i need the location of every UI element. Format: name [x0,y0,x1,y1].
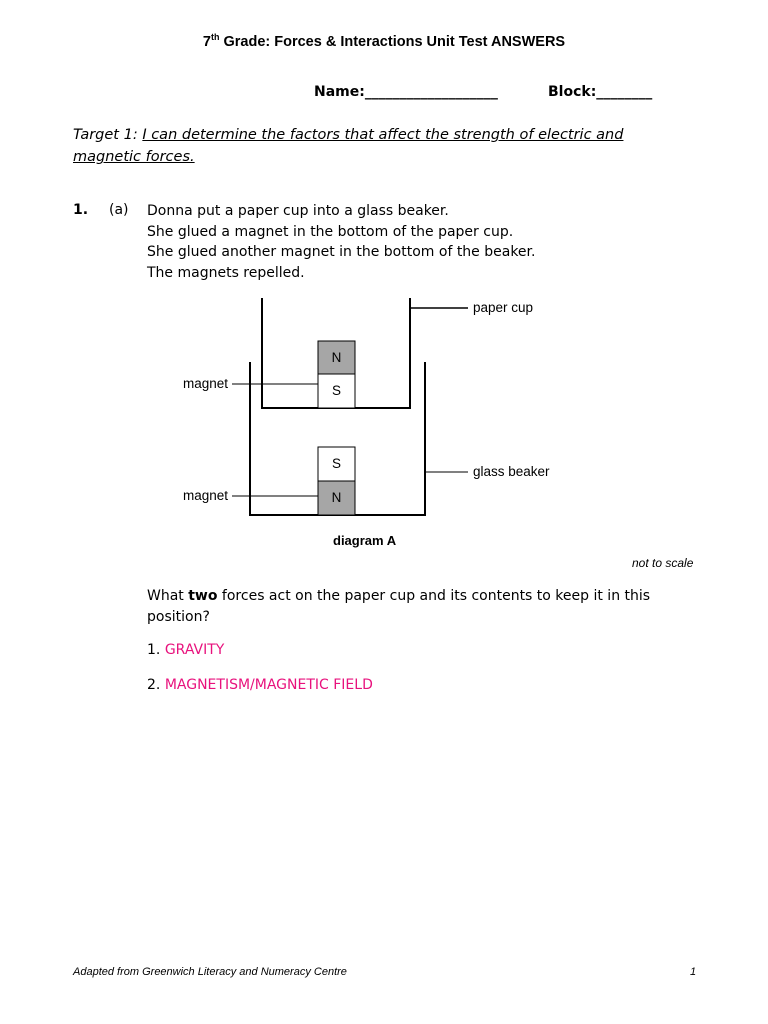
bottom-magnet-label: magnet [182,488,228,503]
block-blank[interactable]: ________ [596,84,653,100]
prompt-after: forces act on the paper cup and its contents to keep it in this position? [147,588,651,625]
name-blank[interactable]: ___________________ [364,84,498,100]
question-part: (a) [109,202,129,218]
diagram-caption: diagram A [333,533,397,548]
question-stem-line: Donna put a paper cup into a glass beaker. [147,203,449,219]
top-magnet-lower-pole: S [331,383,342,398]
title-text: Grade: Forces & Interactions Unit Test ANSWERS [219,34,566,50]
title-grade-superscript: th [210,32,220,42]
question-number: 1. [73,202,89,218]
name-label: Name: [314,84,365,100]
target-statement-line1: I can determine the factors that affect the strength of electric and [142,127,624,143]
answer-number: 1. [147,642,161,658]
question-stem-line: The magnets repelled. [147,264,305,281]
page-number: 1 [690,966,697,978]
question-stem-line: She glued a magnet in the bottom of the paper cup. [147,223,514,240]
top-magnet-upper-pole: N [331,350,342,365]
answer-text: GRAVITY [164,642,225,658]
question-prompt [147,586,667,627]
answer-number: 2. [147,677,161,693]
bottom-magnet-upper-pole: S [331,456,342,471]
answer-text: MAGNETISM/MAGNETIC FIELD [164,677,373,693]
footer-source: Adapted from Greenwich Literacy and Numeracy Centre [73,966,347,978]
prompt-before: What [147,588,189,604]
glass-beaker-label: glass beaker [473,464,550,479]
target-prefix: Target 1: [73,127,138,143]
title-grade-number: 7 [202,34,211,50]
scale-note: not to scale [632,556,694,570]
answer-item-1 [147,642,224,658]
paper-cup-label: paper cup [473,300,534,315]
answer-item-2 [147,677,373,693]
block-label: Block: [548,84,597,100]
top-magnet-label: magnet [182,376,228,391]
target-statement-line2: magnetic forces. [73,149,195,165]
prompt-emphasis: two [188,588,218,604]
question-stem-line: She glued another magnet in the bottom of the beaker. [147,244,536,260]
bottom-magnet-lower-pole: N [331,490,342,505]
